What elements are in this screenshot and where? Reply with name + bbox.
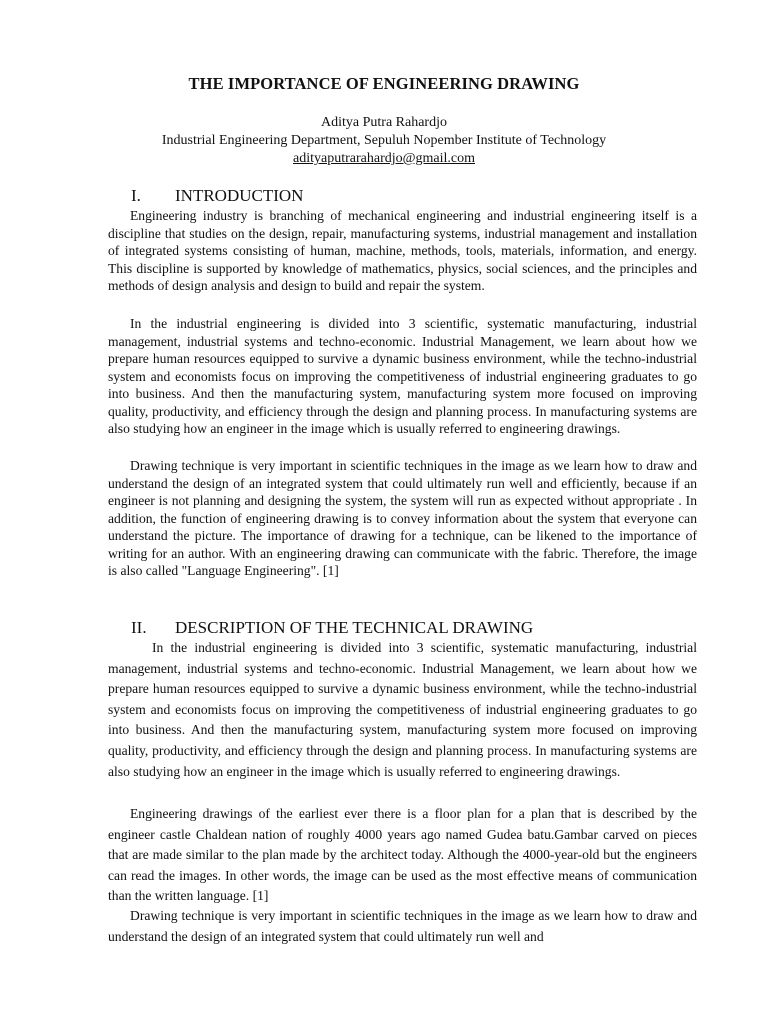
- author-name: Aditya Putra Rahardjo: [321, 115, 447, 130]
- section-heading-introduction: [131, 186, 303, 206]
- paper-title: THE IMPORTANCE OF ENGINEERING DRAWING: [188, 74, 580, 93]
- paragraph: Drawing technique is very important in scientific techniques in the image as we learn how to draw and understand the design of an integrated system that could ultimately run well and: [108, 908, 697, 944]
- section-heading-description: [131, 618, 533, 638]
- paragraph: In the industrial engineering is divided into 3 scientific, systematic manufacturing, industrial management, industrial systems and techno-economic. Industrial Management, we learn about how we prepare human resources equipped to survive a dynamic business environment, while the techno-industrial system and economists focus on improving the competitiveness of industrial engineering graduates to go into business. And then the manufacturing system, manufacturing system more focused on improving quality, productivity, and efficiency through the design and planning process. In manufacturing systems are also studying how an engineer in the image which is usually referred to engineering drawings.: [108, 640, 697, 779]
- paragraph: Engineering industry is branching of mechanical engineering and industrial engineering itself is a discipline that studies on the design, repair, manufacturing systems, industrial management and installation of integrated systems consisting of human, machine, methods, tools, materials, information, and energy. This discipline is supported by knowledge of mathematics, physics, social sciences, and the principles and methods of design analysis and design to build and repair the system.: [108, 208, 697, 293]
- section-title: DESCRIPTION OF THE TECHNICAL DRAWING: [175, 618, 534, 637]
- author-affiliation: Industrial Engineering Department, Sepuluh Nopember Institute of Technology: [161, 133, 607, 148]
- section-number: I.: [131, 186, 141, 205]
- section-title: INTRODUCTION: [175, 186, 304, 205]
- paragraph: In the industrial engineering is divided into 3 scientific, systematic manufacturing, industrial management, industrial systems and techno-economic. Industrial Management, we learn about how we prepare human resources equipped to survive a dynamic business environment, while the techno-industrial system and economists focus on improving the competitiveness of industrial engineering graduates to go into business. And then the manufacturing system, manufacturing system more focused on improving quality, productivity, and efficiency through the design and planning process. In manufacturing systems are also studying how an engineer in the image which is usually referred to engineering drawings.: [108, 316, 697, 436]
- paragraph: Drawing technique is very important in scientific techniques in the image as we learn how to draw and understand the design of an integrated system that could ultimately run well and efficiently, because if an engineer is not planning and designing the system, the system will run as expected without appropriate . In addition, the function of engineering drawing is to convey information about the system that everyone can understand the picture. The importance of drawing for a technique, can be likened to the importance of writing for an author. With an engineering drawing can communicate with the fabric. Therefore, the image is also called "Language Engineering". [1]: [108, 458, 697, 578]
- section-number: II.: [131, 618, 147, 637]
- author-email[interactable]: adityaputrarahardjo@gmail.com: [293, 151, 475, 166]
- paragraph: Engineering drawings of the earliest ever there is a floor plan for a plan that is described by the engineer castle Chaldean nation of roughly 4000 years ago named Gudea batu.Gambar carved on pieces that are made similar to the plan made by the architect today. Although the 4000-year-old but the engineers can read the images. In other words, the image can be used as the most effective means of communication than the written language. [1]: [108, 806, 697, 904]
- author-block: [0, 114, 768, 168]
